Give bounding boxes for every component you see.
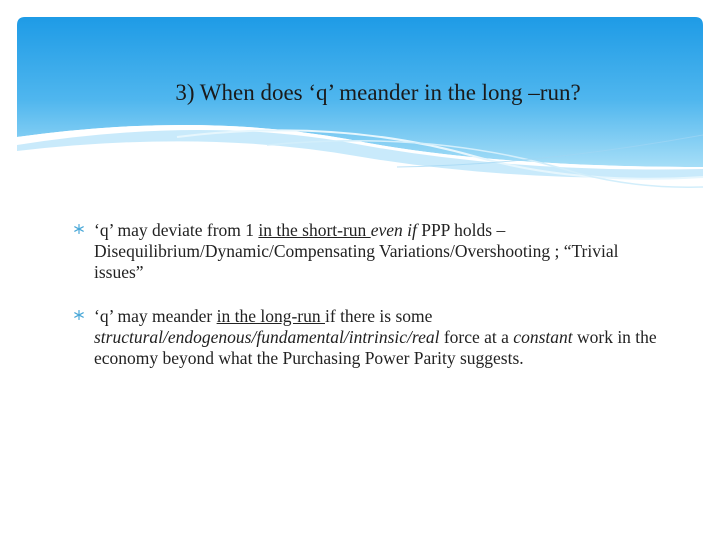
bullet-item-1 [74,220,664,283]
bullet-1-text-4: PPP holds – Disequilibrium/Dynamic/Compensating Variations/Overshooting ; “Trivial issues” [94,220,619,282]
slide-title: 3) When does ‘q’ meander in the long –run? [175,80,581,105]
bullet-2-text-3: if there is some [325,306,433,326]
asterisk-bullet-icon [74,224,84,234]
bullet-item-2 [74,306,664,369]
bullet-1-text-1: ‘q’ may deviate from 1 [94,220,259,240]
title-banner [17,17,703,207]
bullet-2-text-1: ‘q’ may meander [94,306,217,326]
bullet-2-text-underline: in the long-run [216,306,325,326]
bullet-2-text-italic-2: constant [513,327,573,347]
bullet-list [74,220,664,392]
bullet-1-text-italic: even if [370,220,417,240]
asterisk-bullet-icon [74,310,84,320]
bullet-2-text-7: work in the economy beyond what the Purchasing Power Parity suggests. [94,327,657,368]
title-banner-background [17,17,703,207]
bullet-2-text-5: force at a [439,327,514,347]
bullet-2-text-italic: structural/endogenous/fundamental/intrinsic/real [94,327,440,347]
bullet-1-text-underline: in the short-run [258,220,371,240]
